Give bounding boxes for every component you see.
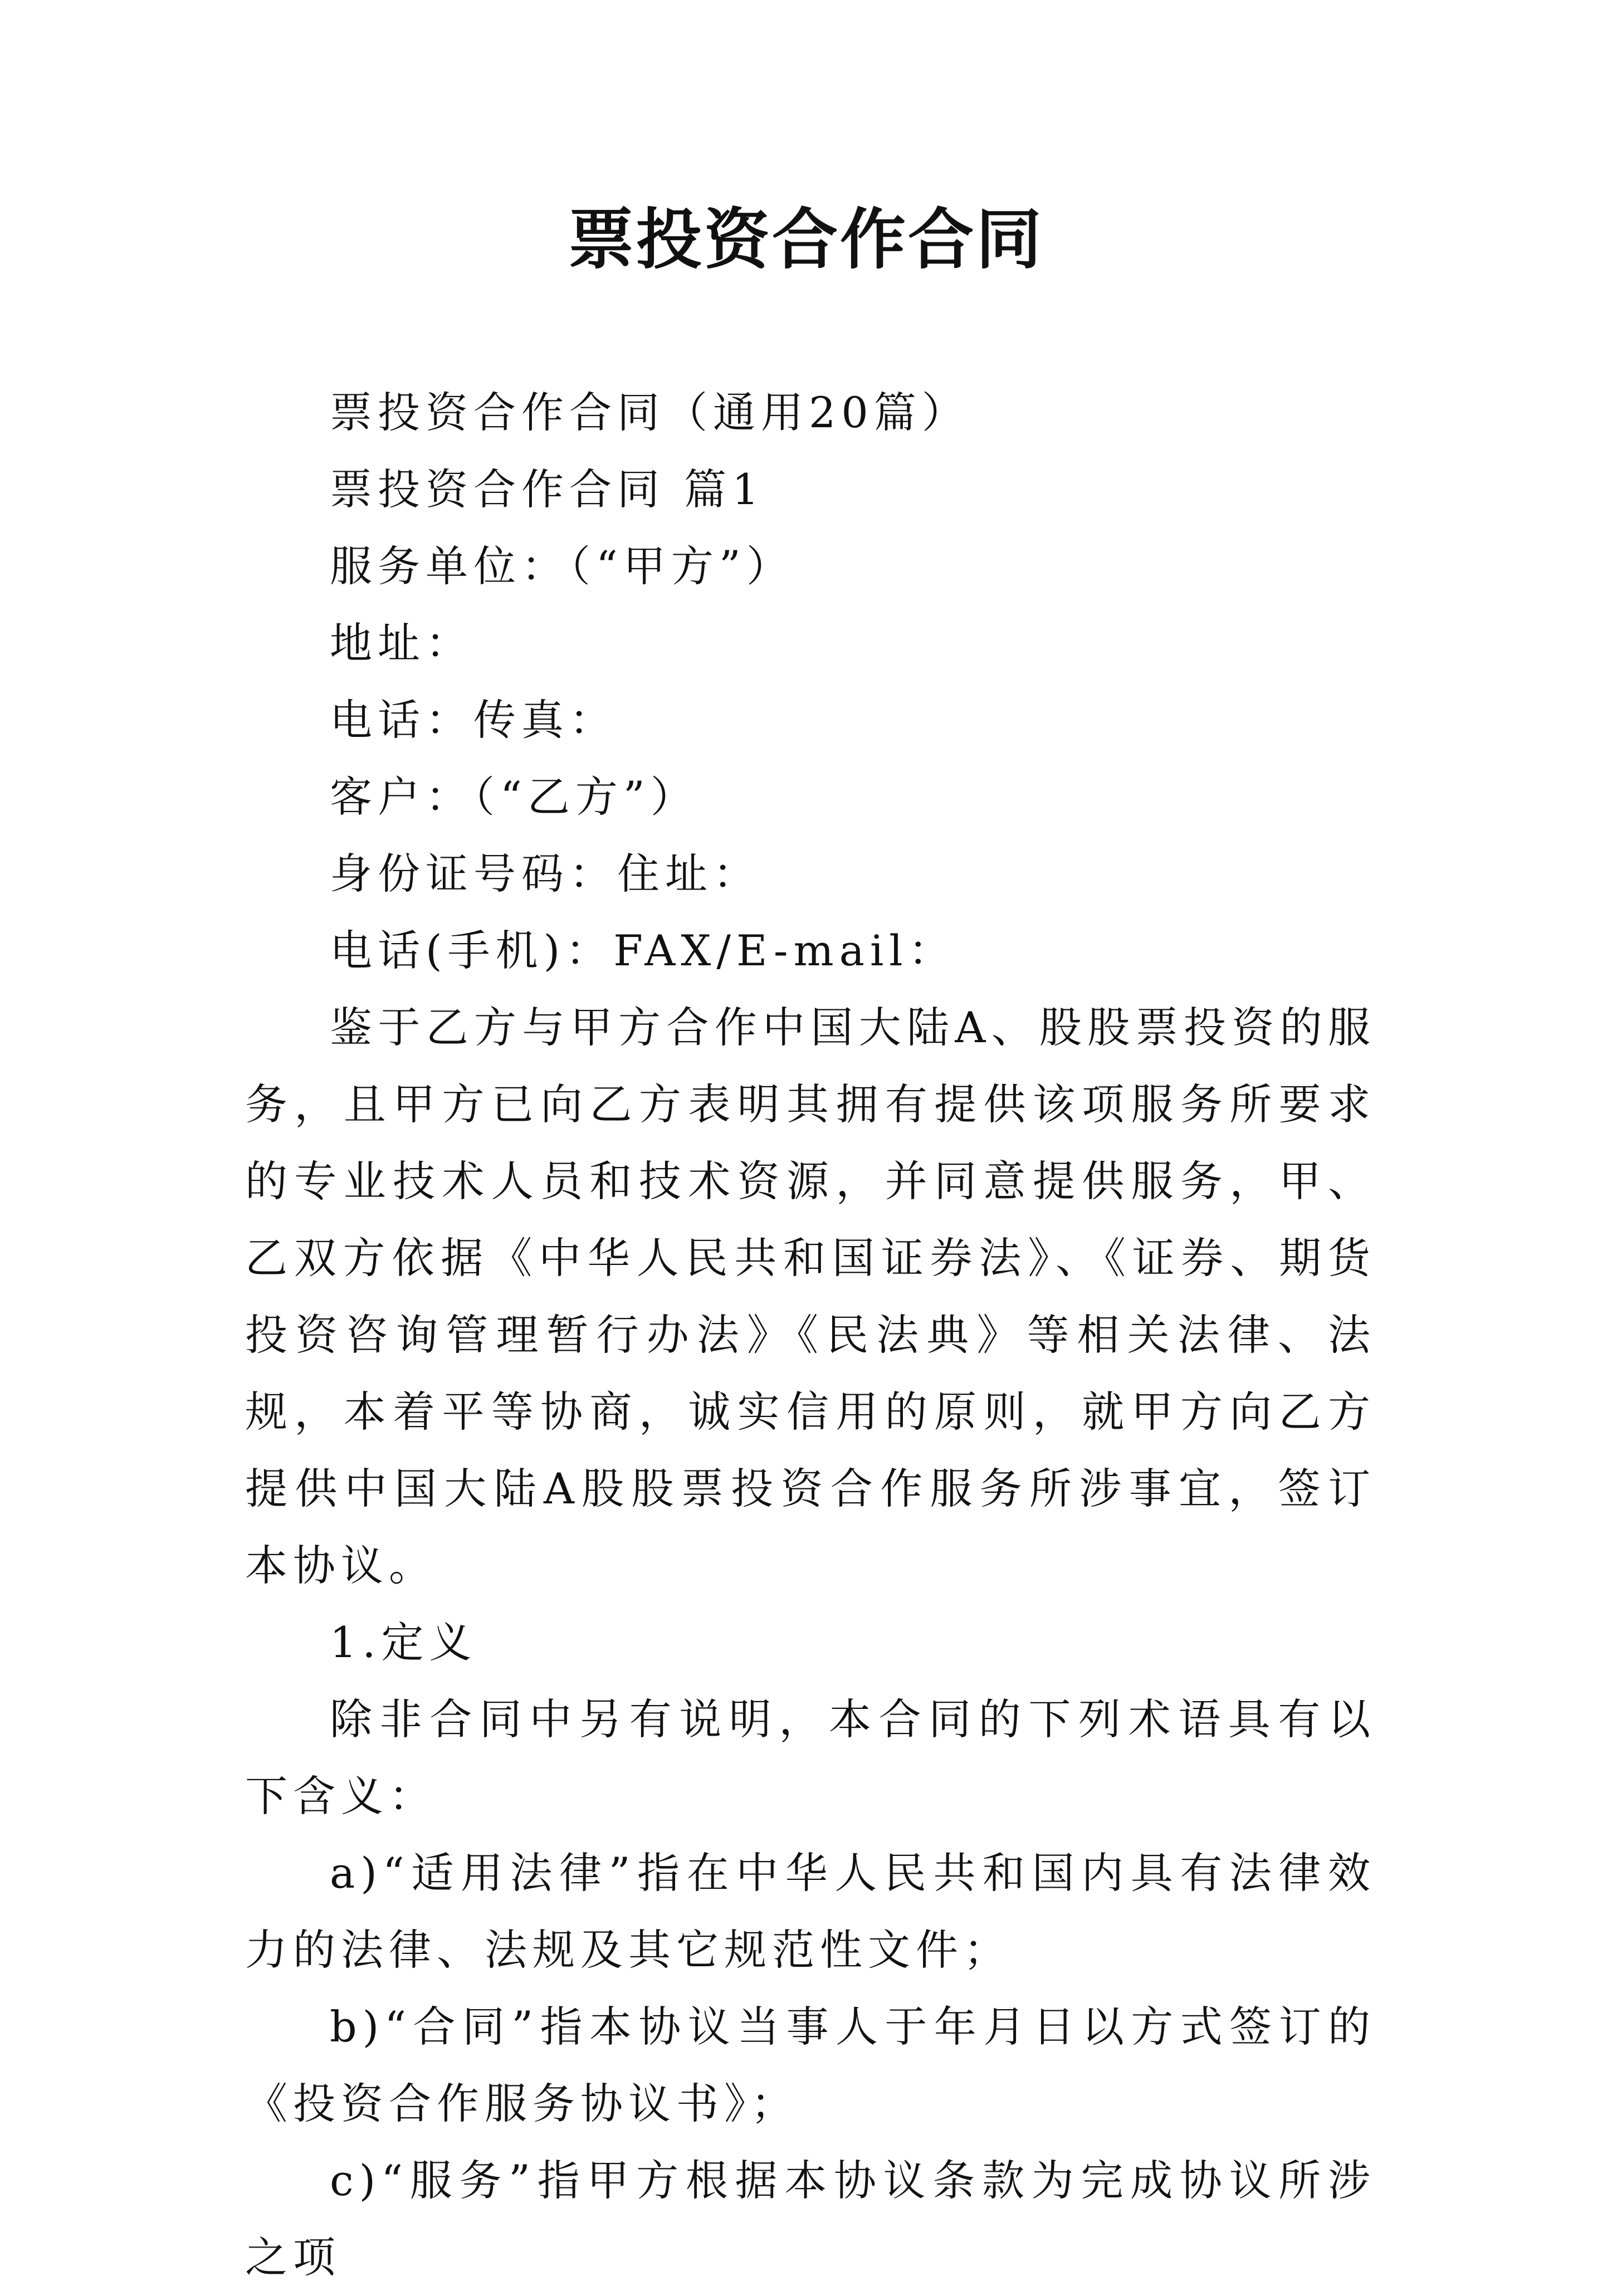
- document-body: [245, 374, 1376, 2296]
- party-b-contact: 电话(手机)：FAX/E-mail：: [330, 926, 956, 975]
- party-b-client: 客户：（“乙方”）: [330, 772, 698, 822]
- definition-item-b: b)“合同”指本协议当事人于年月日以方式签订的《投资合作服务协议书》；: [245, 2002, 1376, 2128]
- definition-item-c: c)“服务”指甲方根据本协议条款为完成协议所涉之项: [245, 2156, 1376, 2282]
- doc-heading-collection: 票投资合作合同（通用20篇）: [330, 388, 970, 437]
- party-a-address: 地址：: [330, 618, 473, 668]
- definitions-intro: 除非合同中另有说明，本合同的下列术语具有以下含义：: [245, 1694, 1376, 1821]
- document-title: 票投资合作合同: [568, 201, 1044, 278]
- preamble-paragraph: 鉴于乙方与甲方合作中国大陆A、股股票投资的服务，且甲方已向乙方表明其拥有提供该项服务所要求的专业技术人员和技术资源，并同意提供服务，甲、乙双方依据《中华人民共和国证券法》、《证券、期货投资咨询管理暂行办法》《民法典》等相关法律、法规，本着平等协商，诚实信用的原则，就甲方向乙方提供中国大陆A股股票投资合作服务所涉事宜，签订本协议。: [245, 1003, 1376, 1590]
- definition-item-a: a)“适用法律”指在中华人民共和国内具有法律效力的法律、法规及其它规范性文件；: [245, 1848, 1376, 1975]
- party-a-phone-fax: 电话：传真：: [330, 695, 617, 745]
- party-a-service-unit: 服务单位：（“甲方”）: [330, 541, 794, 591]
- section-heading-definitions: 1.定义: [330, 1618, 477, 1667]
- party-b-id-address: 身份证号码：住址：: [330, 849, 761, 898]
- doc-heading-article-1: 票投资合作合同 篇1: [330, 465, 765, 514]
